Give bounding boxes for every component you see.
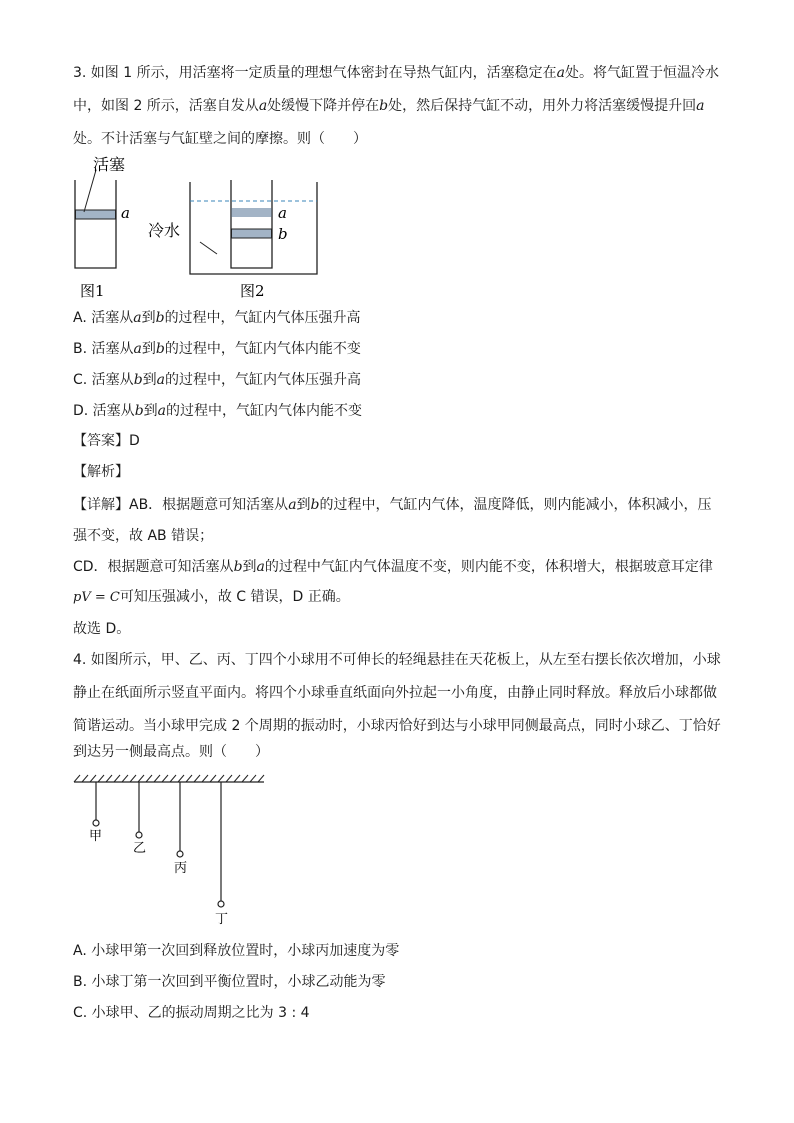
q3-detail-line-2 xyxy=(73,527,723,545)
var: a xyxy=(133,310,142,326)
ball-label-jia: 甲 xyxy=(89,829,103,844)
q3-figure xyxy=(60,150,340,300)
text: 到 xyxy=(141,310,156,326)
formula: pV = C xyxy=(73,590,120,605)
q3-stem-line-2 xyxy=(73,97,723,115)
ball-label-yi: 乙 xyxy=(133,841,147,856)
text: 静止在纸面所示竖直平面内。将四个小球垂直纸面向外拉起一小角度，由静止同时释放。释放后小球都做 xyxy=(73,685,717,701)
text: 的过程中，气缸内气体，温度降低，则内能减小，体积减小，压 xyxy=(319,497,712,513)
text: 3. 如图 1 所示，用活塞将一定质量的理想气体密封在导热气缸内，活塞稳定在 xyxy=(73,65,557,81)
var-a: a xyxy=(258,98,268,114)
q4-stem-line-1 xyxy=(73,651,723,669)
text: 强不变，故 AB 错误； xyxy=(73,528,214,544)
q3-analysis-label xyxy=(73,463,723,481)
text: 的过程中气缸内气体温度不变，则内能不变，体积增大，根据玻意耳定律 xyxy=(264,559,713,575)
text: 到 xyxy=(142,372,157,388)
q3-detail-line-1 xyxy=(73,496,723,514)
ball-label-bing: 丙 xyxy=(174,861,188,876)
answer-value: D xyxy=(129,433,140,449)
q4-option-b xyxy=(73,973,723,991)
text: 处。将气缸置于恒温冷水 xyxy=(564,65,719,81)
var-b: b xyxy=(379,98,389,114)
cold-water-pointer xyxy=(200,242,217,254)
piston-pointer xyxy=(84,170,96,212)
piston-position-a xyxy=(232,208,272,217)
q3-option-c xyxy=(73,371,723,389)
label-a-fig1: a xyxy=(121,204,130,222)
text: B. 活塞从 xyxy=(73,341,134,357)
answer-label: 【答案】 xyxy=(73,433,129,449)
text: 的过程中，气缸内气体压强升高 xyxy=(165,372,362,388)
cold-water-label: 冷水 xyxy=(148,221,181,240)
text: 处缓慢下降并停在 xyxy=(267,98,380,114)
piston-label: 活塞 xyxy=(93,155,126,174)
text: 4. 如图所示，甲、乙、丙、丁四个小球用不可伸长的轻绳悬挂在天花板上，从左至右摆长依次增加，小球 xyxy=(73,652,721,668)
text: B. 小球丁第一次回到平衡位置时，小球乙动能为零 xyxy=(73,974,386,990)
text: 处，然后保持气缸不动，用外力将活塞缓慢提升回 xyxy=(388,98,697,114)
text: 可知压强减小，故 C 错误，D 正确。 xyxy=(119,589,350,605)
text: 的过程中，气缸内气体内能不变 xyxy=(166,403,363,419)
var: a xyxy=(288,497,297,513)
q3-conclusion xyxy=(73,620,723,638)
ball-label-ding: 丁 xyxy=(215,912,229,927)
var: b xyxy=(310,497,320,513)
label-b-fig2: b xyxy=(278,225,288,243)
text: A. 活塞从 xyxy=(73,310,134,326)
pendulum-ding xyxy=(218,782,224,907)
analysis-label: 【解析】 xyxy=(73,464,129,480)
var: a xyxy=(156,372,166,388)
q3-stem-line-1 xyxy=(73,64,723,82)
var: b xyxy=(133,372,143,388)
var: a xyxy=(256,559,265,575)
text: D. 活塞从 xyxy=(73,403,135,419)
var: b xyxy=(134,403,144,419)
text: 简谐运动。当小球甲完成 2 个周期的振动时，小球丙恰好到达与小球甲同侧最高点，同时小球乙、丁恰好 xyxy=(73,718,721,734)
fig2-caption: 图2 xyxy=(240,282,265,300)
q3-stem-line-3 xyxy=(73,130,723,148)
q4-pendulum-figure xyxy=(70,772,270,927)
q3-option-d xyxy=(73,402,723,420)
pendulum-yi xyxy=(136,782,142,838)
q3-answer xyxy=(73,432,723,450)
piston-position-b xyxy=(232,229,272,238)
text: CD．根据题意可知活塞从 xyxy=(73,559,234,575)
text: 处。不计活塞与气缸壁之间的摩擦。则（ ） xyxy=(73,131,367,147)
fig1-caption: 图1 xyxy=(80,282,105,300)
var-a: a xyxy=(556,65,565,81)
var: b xyxy=(155,310,165,326)
var-a: a xyxy=(696,98,705,114)
q3-detail-line-3 xyxy=(73,558,723,576)
q3-detail-line-4 xyxy=(73,588,723,607)
var: b xyxy=(233,559,243,575)
text: 到 xyxy=(141,341,156,357)
text: 到 xyxy=(242,559,257,575)
text: 故选 D。 xyxy=(73,621,131,637)
q4-option-a xyxy=(73,942,723,960)
text: 的过程中，气缸内气体内能不变 xyxy=(164,341,361,357)
pendulum-bing xyxy=(177,782,183,857)
q3-option-a xyxy=(73,309,723,327)
q4-option-c xyxy=(73,1004,723,1022)
q4-stem-line-4 xyxy=(73,743,723,761)
q3-option-b xyxy=(73,340,723,358)
var: a xyxy=(133,341,142,357)
text: 【详解】AB．根据题意可知活塞从 xyxy=(73,497,289,513)
text: 到 xyxy=(296,497,311,513)
text: 到 xyxy=(143,403,158,419)
var: b xyxy=(155,341,165,357)
pendulum-jia xyxy=(93,782,99,826)
text: 中，如图 2 所示，活塞自发从 xyxy=(73,98,259,114)
q4-stem-line-2 xyxy=(73,684,723,702)
text: C. 活塞从 xyxy=(73,372,134,388)
text: 的过程中，气缸内气体压强升高 xyxy=(164,310,361,326)
text: 到达另一侧最高点。则（ ） xyxy=(73,744,269,760)
ceiling xyxy=(74,775,264,782)
label-a-fig2: a xyxy=(278,204,287,222)
q4-stem-line-3 xyxy=(73,717,723,735)
text: A. 小球甲第一次回到释放位置时，小球丙加速度为零 xyxy=(73,943,400,959)
fig1-cylinder xyxy=(75,170,116,268)
var: a xyxy=(157,403,167,419)
fig2-tank xyxy=(190,180,317,274)
text: C. 小球甲、乙的振动周期之比为 3 : 4 xyxy=(73,1005,310,1021)
